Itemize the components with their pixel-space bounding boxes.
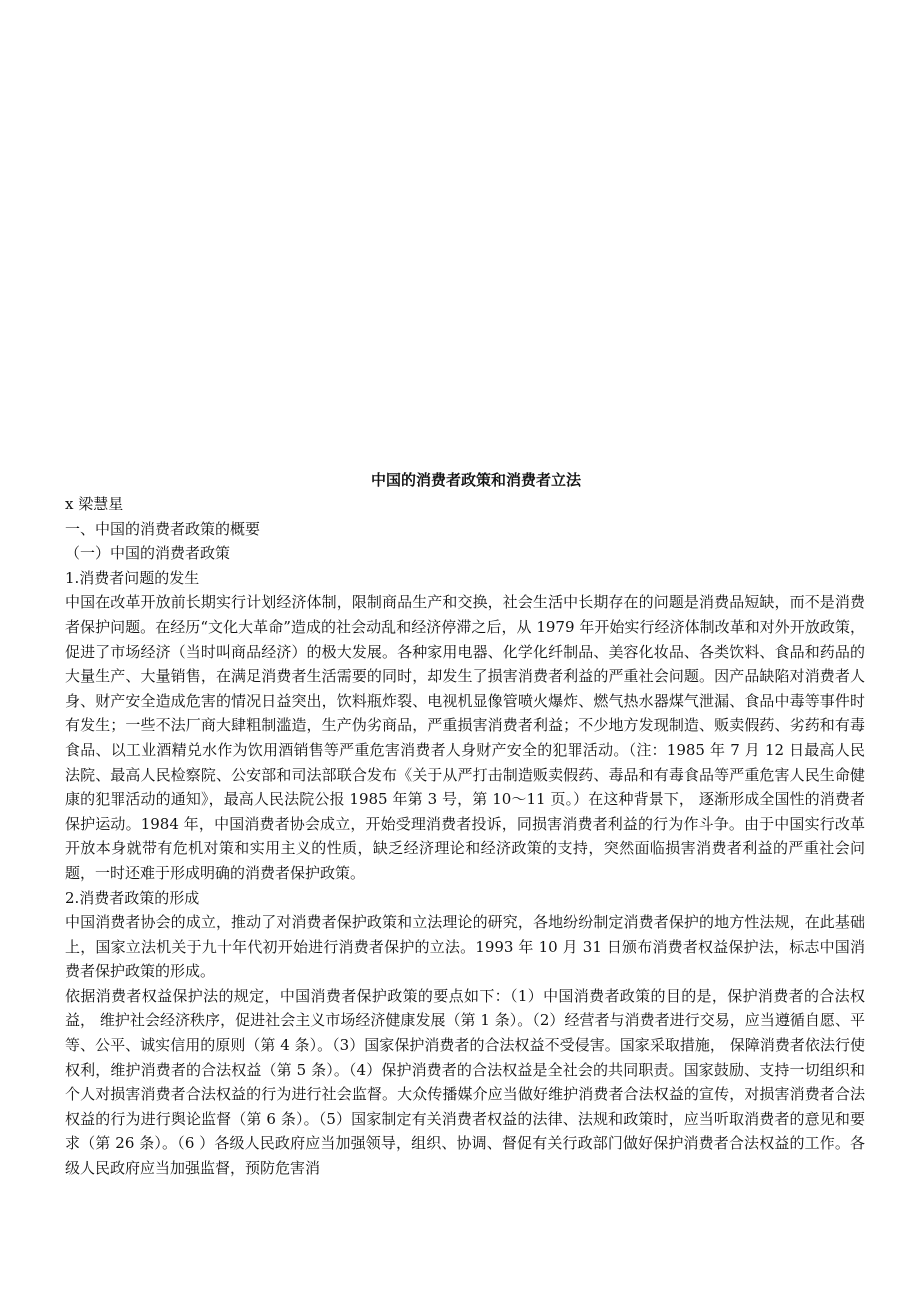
section-heading-2: （一）中国的消费者政策 <box>65 544 231 563</box>
paragraph-2: 中国消费者协会的成立，推动了对消费者保护政策和立法理论的研究，各地纷纷制定消费者保护的地方性法规，在此基础上，国家立法机关于九十年代初开始进行消费者保护的立法。1993 年 10 月 31 日颁布消费者权益保护法，标志中国消费者保护政策的形成。 <box>65 913 865 981</box>
section-heading-1: 一、中国的消费者政策的概要 <box>65 519 261 538</box>
section-heading-4: 2.消费者政策的形成 <box>65 888 200 907</box>
document-body <box>65 468 865 1181</box>
paragraph-3: 依据消费者权益保护法的规定，中国消费者保护政策的要点如下：（1）中国消费者政策的目的是，保护消费者的合法权益， 维护社会经济秩序，促进社会主义市场经济健康发展（第 1 条）。（2）经营者与消费者进行交易，应当遵循自愿、平等、公平、诚实信用的原则（第 4 条）。（3）国家保护消费者的合法权益不受侵害。国家采取措施， 保障消费者依法行使权利，维护消费者的合法权益（第 5 条）。（4）保护消费者的合法权益是全社会的共同职责。国家鼓励、支持一切组织和个人对损害消费者合法权益的行为进行社会监督。大众传播媒介应当做好维护消费者合法权益的宣传，对损害消费者合法权益的行为进行舆论监督（第 6 条）。（5）国家制定有关消费者权益的法律、法规和政策时，应当听取消费者的意见和要求（第 26 条）。（6 ）各级人民政府应当加强领导，组织、协调、督促有关行政部门做好保护消费者合法权益的工作。各级人民政府应当加强监督，预防危害消 <box>65 986 865 1178</box>
paragraph-1: 中国在改革开放前长期实行计划经济体制，限制商品生产和交换，社会生活中长期存在的问题是消费品短缺，而不是消费者保护问题。在经历“文化大革命”造成的社会动乱和经济停滞之后，从 1979 年开始实行经济体制改革和对外开放政策，促进了市场经济（当时叫商品经济）的极大发展。各种家用电器、化学化纤制品、美容化妆品、各类饮料、食品和药品的大量生产、大量销售，在满足消费者生活需要的同时，却发生了损害消费者利益的严重社会问题。因产品缺陷对消费者人身、财产安全造成危害的情况日益突出，饮料瓶炸裂、电视机显像管喷火爆炸、燃气热水器煤气泄漏、食品中毒等事件时有发生；一些不法厂商大肆粗制滥造，生产伪劣商品，严重损害消费者利益；不少地方发现制造、贩卖假药、劣药和有毒食品、以工业酒精兑水作为饮用酒销售等严重危害消费者人身财产安全的犯罪活动。（注：1985 年 7 月 12 日最高人民法院、最高人民检察院、公安部和司法部联合发布《关于从严打击制造贩卖假药、毒品和有毒食品等严重危害人民生命健康的犯罪活动的通知》，最高人民法院公报 1985 年第 3 号，第 10～11 页。）在这种背景下， 逐渐形成全国性的消费者保护运动。1984 年，中国消费者协会成立，开始受理消费者投诉，同损害消费者利益的行为作斗争。由于中国实行改革开放本身就带有危机对策和实用主义的性质，缺乏经济理论和经济政策的支持，突然面临损害消费者利益的严重社会问题，一时还难于形成明确的消费者保护政策。 <box>65 593 865 882</box>
author-line: x 梁慧星 <box>65 495 124 513</box>
document-title: 中国的消费者政策和消费者立法 <box>370 471 581 489</box>
section-heading-3: 1.消费者问题的发生 <box>65 568 200 587</box>
